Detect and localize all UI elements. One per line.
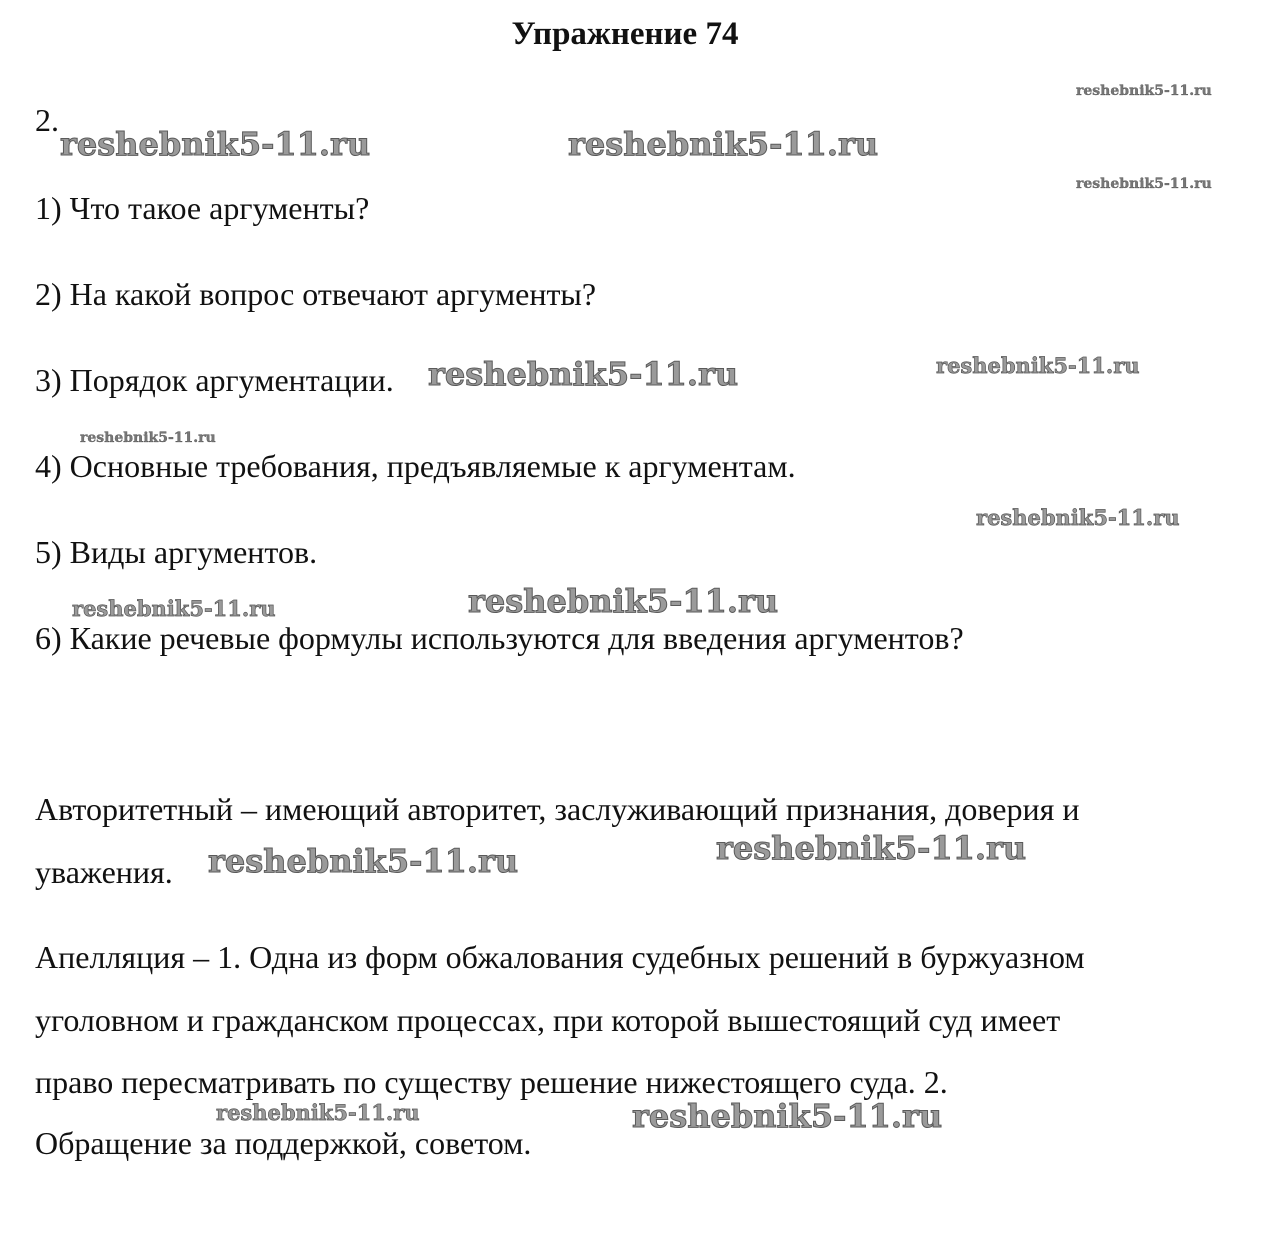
watermark: reshebnik5-11.ru: [80, 430, 216, 446]
exercise-title: Упражнение 74: [511, 16, 739, 52]
watermark: reshebnik5-11.ru: [1076, 176, 1212, 192]
definition-appeal-line-3: право пересматривать по существу решение нижестоящего суда. 2.: [35, 1064, 948, 1100]
watermark: reshebnik5-11.ru: [428, 355, 739, 393]
question-3: 3) Порядок аргументации.: [35, 362, 394, 398]
watermark: reshebnik5-11.ru: [936, 353, 1140, 378]
definition-appeal-line-1: Апелляция – 1. Одна из форм обжалования судебных решений в буржуазном: [35, 939, 1085, 975]
watermark: reshebnik5-11.ru: [632, 1097, 943, 1135]
watermark: reshebnik5-11.ru: [208, 842, 519, 880]
definition-appeal-line-2: уголовном и гражданском процессах, при которой вышестоящий суд имеет: [35, 1002, 1061, 1038]
watermark: reshebnik5-11.ru: [60, 125, 371, 163]
watermark: reshebnik5-11.ru: [72, 596, 276, 621]
watermark: reshebnik5-11.ru: [1076, 83, 1212, 99]
definition-authoritative-line-1: Авторитетный – имеющий авторитет, заслуживающий признания, доверия и: [35, 791, 1080, 827]
question-2: 2) На какой вопрос отвечают аргументы?: [35, 276, 597, 312]
watermark: reshebnik5-11.ru: [568, 125, 879, 163]
definition-authoritative-line-2: уважения.: [35, 854, 173, 890]
watermark: reshebnik5-11.ru: [468, 582, 779, 620]
watermark: reshebnik5-11.ru: [216, 1100, 420, 1125]
watermark: reshebnik5-11.ru: [976, 505, 1180, 530]
question-6: 6) Какие речевые формулы используются для введения аргументов?: [35, 620, 964, 656]
question-1: 1) Что такое аргументы?: [35, 190, 370, 226]
task-number: 2.: [35, 102, 59, 138]
watermark: reshebnik5-11.ru: [716, 829, 1027, 867]
question-4: 4) Основные требования, предъявляемые к аргументам.: [35, 448, 796, 484]
question-5: 5) Виды аргументов.: [35, 534, 318, 570]
definition-appeal-line-4: Обращение за поддержкой, советом.: [35, 1125, 532, 1161]
